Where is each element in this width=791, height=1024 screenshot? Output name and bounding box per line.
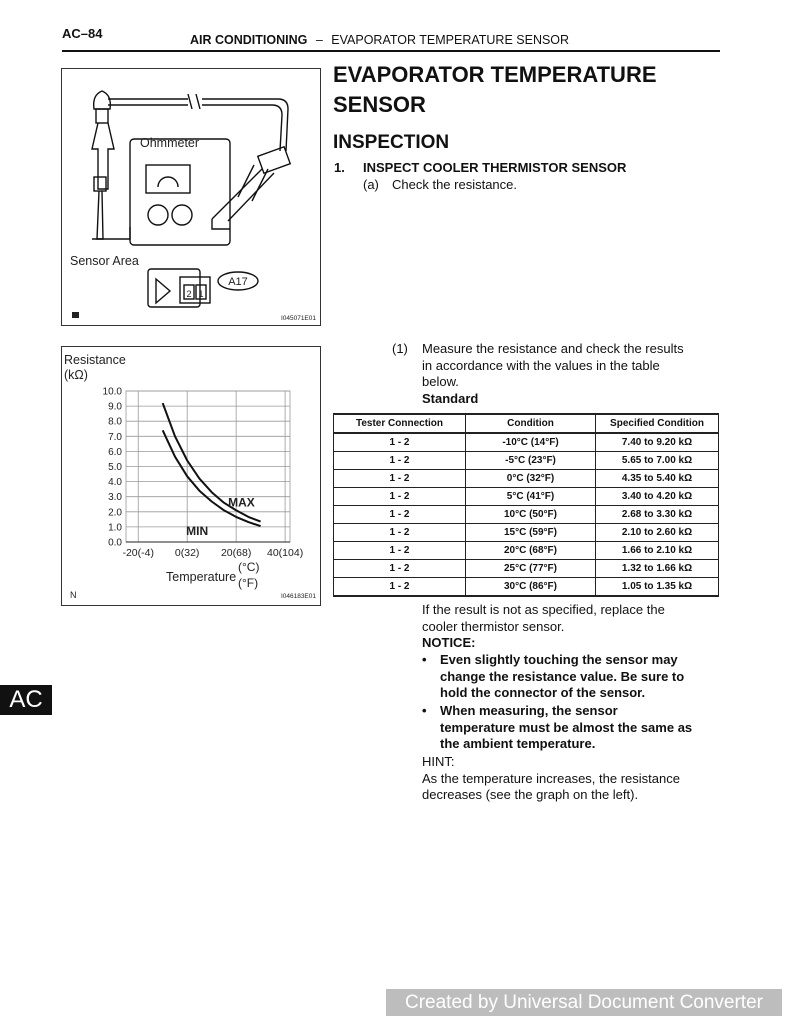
- step1a-label: (a): [363, 177, 379, 192]
- cable-break-icon: [188, 94, 200, 109]
- sensor-neck-icon: [96, 109, 108, 123]
- wiring-diagram-svg: [62, 69, 320, 325]
- x-tick-label: 0(32): [174, 547, 200, 559]
- y-tick-label: 5.0: [108, 462, 122, 473]
- table-header-row: [334, 414, 719, 433]
- inspection-heading: INSPECTION: [333, 132, 450, 153]
- table-cell: 1 - 2: [334, 542, 466, 560]
- notice-item-1-line3: hold the connector of the sensor.: [440, 685, 646, 700]
- table-cell: 1 - 2: [334, 488, 466, 506]
- y-tick-label: 1.0: [108, 522, 122, 534]
- ohm-symbol-icon: [158, 177, 178, 187]
- step1a1-line1: Measure the resistance and check the results: [422, 341, 684, 356]
- connector-code-label: A17: [228, 276, 248, 288]
- table-cell: -10°C (14°F): [466, 433, 596, 452]
- table-cell: 3.40 to 4.20 kΩ: [596, 488, 719, 506]
- notice-item-2-line2: temperature must be almost the same as: [440, 719, 693, 735]
- header-subsection: EVAPORATOR TEMPERATURE SENSOR: [331, 33, 570, 47]
- table-cell: 20°C (68°F): [466, 542, 596, 560]
- table-cell: 1 - 2: [334, 433, 466, 452]
- table-cell: 7.40 to 9.20 kΩ: [596, 433, 719, 452]
- table-cell: 1 - 2: [334, 524, 466, 542]
- y-axis-label-line1: Resistance: [64, 353, 126, 367]
- table-row: [334, 488, 719, 506]
- step1-number: 1.: [334, 160, 345, 175]
- sensor-bulb-icon: [94, 91, 111, 109]
- y-tick-label: 8.0: [108, 416, 122, 428]
- after-table-line2: cooler thermistor sensor.: [422, 618, 565, 634]
- figure1-id: I045071E01: [280, 315, 316, 322]
- x-axis-label: Temperature: [166, 570, 237, 584]
- connector-latch-icon: [156, 279, 170, 303]
- table-cell: 30°C (86°F): [466, 578, 596, 597]
- table-header-cell: Condition: [466, 414, 596, 433]
- table-cell: 25°C (77°F): [466, 560, 596, 578]
- series-label-min: MIN: [186, 523, 209, 538]
- after-table-line1: If the result is not as specified, replace the: [422, 602, 665, 617]
- section-side-tab: AC: [0, 685, 52, 715]
- bullet-icon: •: [422, 703, 427, 718]
- table-cell: 1 - 2: [334, 578, 466, 597]
- resistance-spec-table: [333, 413, 719, 597]
- table-cell: 1 - 2: [334, 506, 466, 524]
- notice-item-1: [422, 652, 722, 702]
- chart-corner-label: N: [70, 590, 77, 600]
- y-axis-label-line2: (kΩ): [64, 368, 88, 382]
- table-cell: 4.35 to 5.40 kΩ: [596, 470, 719, 488]
- table-header-cell: Tester Connection: [334, 414, 466, 433]
- resistance-temperature-chart: [61, 346, 321, 606]
- x-tick-label: 40(104): [267, 547, 304, 559]
- table-row: [334, 542, 719, 560]
- series-label-max: MAX: [228, 495, 255, 510]
- step1-text: INSPECT COOLER THERMISTOR SENSOR: [363, 160, 627, 175]
- table-row: [334, 452, 719, 470]
- step1a1-line2: in accordance with the values in the table: [422, 357, 660, 373]
- table-row: [334, 433, 719, 452]
- table-cell: 1 - 2: [334, 452, 466, 470]
- sensor-clip-icon: [92, 123, 114, 189]
- x-unit-celsius: (°C): [238, 560, 260, 574]
- converter-watermark: Created by Universal Document Converter: [386, 989, 782, 1016]
- page-title-line2: SENSOR: [333, 92, 426, 117]
- y-tick-label: 0.0: [108, 537, 122, 549]
- y-tick-label: 4.0: [108, 477, 122, 489]
- ohmmeter-label: Ohmmeter: [140, 136, 200, 150]
- table-row: [334, 560, 719, 578]
- table-row: [334, 578, 719, 597]
- table-row: [334, 470, 719, 488]
- table-header-cell: Specified Condition: [596, 414, 719, 433]
- header-section: AIR CONDITIONING: [190, 33, 308, 47]
- notice-item-1-line1: Even slightly touching the sensor may: [440, 652, 678, 667]
- x-tick-label: 20(68): [220, 547, 252, 559]
- sensor-tip-icon: [97, 191, 103, 239]
- y-tick-label: 3.0: [108, 492, 122, 504]
- y-tick-label: 2.0: [108, 507, 122, 519]
- notice-item-2-line1: When measuring, the sensor: [440, 703, 618, 718]
- notice-item-2: [422, 703, 722, 753]
- y-tick-label: 9.0: [108, 401, 122, 413]
- table-cell: 1 - 2: [334, 470, 466, 488]
- notice-title: NOTICE:: [422, 635, 476, 650]
- table-cell: 10°C (50°F): [466, 506, 596, 524]
- chart-svg: [62, 347, 320, 605]
- sensor-area-label: Sensor Area: [70, 254, 139, 268]
- table-cell: 15°C (59°F): [466, 524, 596, 542]
- bullet-icon: •: [422, 652, 427, 667]
- terminal-right-icon: [172, 205, 192, 225]
- y-tick-label: 6.0: [108, 446, 122, 458]
- notice-item-2-line3: the ambient temperature.: [440, 736, 596, 751]
- notice-item-1-line2: change the resistance value. Be sure to: [440, 668, 685, 684]
- table-row: [334, 506, 719, 524]
- step1a1-label: (1): [392, 341, 408, 356]
- table-cell: 2.10 to 2.60 kΩ: [596, 524, 719, 542]
- ohmmeter-display: [146, 165, 190, 193]
- terminal-left-icon: [148, 205, 168, 225]
- pin-right-label: 1: [198, 289, 204, 299]
- table-cell: 2.68 to 3.30 kΩ: [596, 506, 719, 524]
- pin-left-label: 2: [186, 289, 192, 299]
- header-rule: [62, 50, 720, 52]
- y-tick-label: 10.0: [102, 386, 122, 398]
- table-cell: 1 - 2: [334, 560, 466, 578]
- figure2-id: I046183E01: [280, 593, 316, 600]
- table-row: [334, 524, 719, 542]
- table-cell: 5°C (41°F): [466, 488, 596, 506]
- page-number: AC–84: [62, 26, 103, 41]
- table-cell: 1.05 to 1.35 kΩ: [596, 578, 719, 597]
- running-header: [190, 33, 569, 47]
- x-tick-label: -20(-4): [122, 547, 154, 559]
- table-cell: 1.32 to 1.66 kΩ: [596, 560, 719, 578]
- test-connector-icon: [258, 147, 290, 173]
- hint-title: HINT:: [422, 754, 455, 769]
- y-tick-label: 7.0: [108, 431, 122, 443]
- table-cell: 1.66 to 2.10 kΩ: [596, 542, 719, 560]
- hint-line1: As the temperature increases, the resistance: [422, 770, 680, 786]
- x-unit-fahrenheit: (°F): [238, 576, 259, 590]
- table-cell: 0°C (32°F): [466, 470, 596, 488]
- standard-label: Standard: [422, 390, 479, 406]
- step1a1-line3: below.: [422, 374, 459, 389]
- header-separator: –: [315, 33, 323, 47]
- table-cell: 5.65 to 7.00 kΩ: [596, 452, 719, 470]
- page-title-line1: EVAPORATOR TEMPERATURE: [333, 62, 657, 87]
- front-view-icon: [72, 312, 79, 318]
- table-cell: -5°C (23°F): [466, 452, 596, 470]
- ohmmeter-wiring-figure: [61, 68, 321, 326]
- step1a-text: Check the resistance.: [392, 177, 518, 192]
- hint-line2: decreases (see the graph on the left).: [422, 787, 639, 802]
